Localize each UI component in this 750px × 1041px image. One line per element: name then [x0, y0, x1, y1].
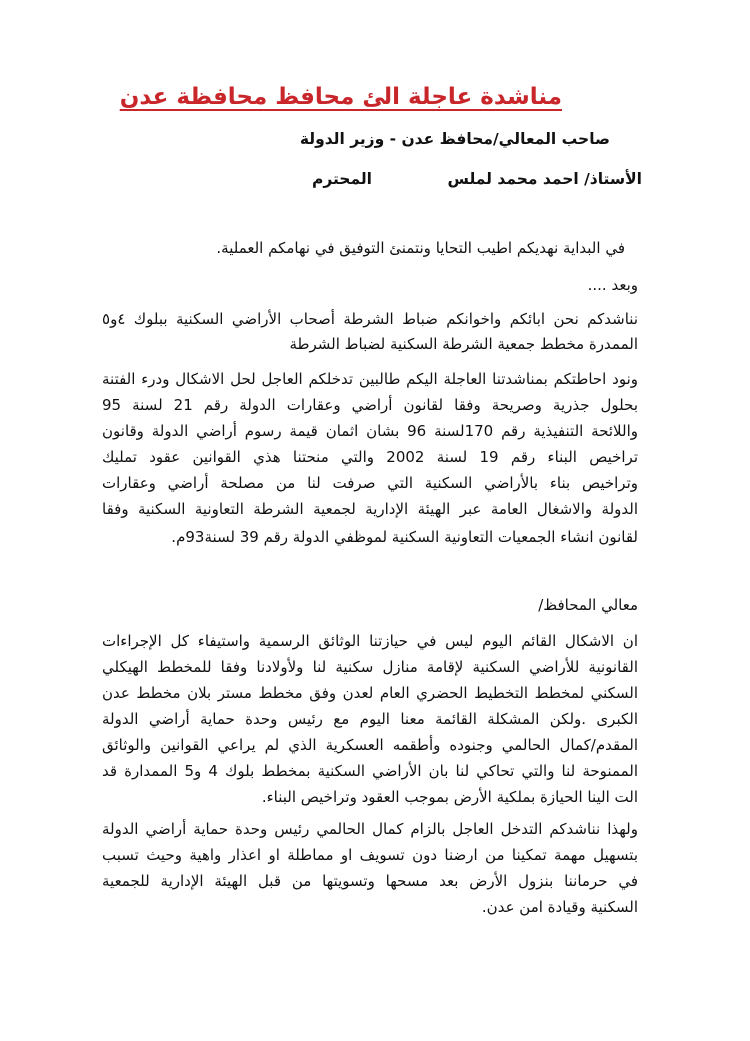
paragraph2-line: بحلول جذرية وصريحة وفقا لقانون أراضي وعقارات الدولة رقم 21 لسنة 95: [102, 396, 638, 414]
paragraph4-line: في حرماننا بنزول الأرض بعد مسحها وتسويتها من قبل الهيئة الإدارية للجمعية: [102, 872, 638, 890]
paragraph3-line: القانونية للأراضي السكنية لإقامة منازل سكنية لنا ولأولادنا وفقا للمخطط الهيكلي: [102, 658, 638, 676]
paragraph2-line: تراخيص البناء رقم 19 لسنة 2002 والتي منحتنا هذي القوانين عقود تمليك: [102, 448, 638, 466]
paragraph1-line: نناشدكم نحن ابائكم واخوانكم ضباط الشرطة أصحاب الأراضي السكنية ببلوك ٤و٥: [102, 310, 638, 328]
paragraph2-line: لقانون انشاء الجمعيات التعاونية السكنية لموظفي الدولة رقم 39 لسنة93م.: [171, 528, 638, 546]
paragraph3-line: الممنوحة لنا والتي تحاكي لنا بان الأراضي السكنية بمخطط بلوك 4 و5 الممدارة قد: [102, 762, 638, 780]
paragraph4-line: بتسهيل مهمة تمكينا من ارضنا دون تسويف او مماطلة او اعذار واهية وحيث تسبب: [102, 846, 638, 864]
paragraph2-line: الدولة والاشغال العامة عبر الهيئة الإدارية لجمعية الشرطة التعاونية السكنية وفقا: [102, 500, 638, 518]
addressee-honorific: المحترم: [311, 170, 372, 188]
paragraph3-line: ان الاشكال القائم اليوم ليس في حيازتنا الوثائق الرسمية واستيفاء كل الإجراءات: [102, 632, 638, 650]
paragraph1-line: الممدرة مخطط جمعية الشرطة السكنية لضباط الشرطة: [289, 335, 638, 353]
paragraph2-line: واللائحة التنفيذية رقم 170لسنة 96 بشان اثمان قيمة رسوم أراضي الدولة وقانون: [102, 422, 638, 440]
paragraph3-line: الت الينا الحيازة بملكية الأرض بموجب العقود وتراخيص البناء.: [261, 788, 638, 806]
addressee-name: الأستاذ/ احمد محمد لملس: [447, 170, 642, 188]
paragraph2-line: وتراخيص بناء بالأراضي السكنية التي صرفت لنا من مصلحة أراضي وعقارات: [102, 474, 638, 492]
paragraph3-line: الكبرى .ولكن المشكلة القائمة معنا اليوم مع رئيس وحدة حماية أراضي الدولة: [102, 710, 638, 728]
document-title: مناشدة عاجلة الئ محافظ محافظة عدن: [119, 84, 562, 110]
paragraph3-line: المقدم/كمال الحالمي وجنوده وأطقمه العسكرية الذي لم يراعي القوانين والوثائق: [102, 736, 638, 754]
paragraph2-line: ونود احاطتكم بمناشدتنا العاجلة اليكم طالبين تدخلكم العاجل لحل الاشكال ودرء الفتنة: [102, 370, 638, 388]
greeting: في البداية نهديكم اطيب التحايا ونتمنئ التوفيق في نهامكم العملية.: [216, 239, 625, 257]
paragraph4-line: ولهذا نناشدكم التدخل العاجل بالزام كمال الحالمي رئيس وحدة حماية أراضي الدولة: [102, 820, 638, 838]
wabaad: وبعد ....: [587, 276, 638, 294]
salutation-governor: معالي المحافظ/: [538, 596, 638, 614]
addressee-line-1: صاحب المعالي/محافظ عدن - وزير الدولة: [299, 130, 610, 148]
paragraph4-line: السكنية وقيادة امن عدن.: [481, 898, 638, 916]
paragraph3-line: السكني لمخطط التخطيط الحضري العام لعدن وفق مخطط مستر بلان مخطط عدن: [102, 684, 638, 702]
